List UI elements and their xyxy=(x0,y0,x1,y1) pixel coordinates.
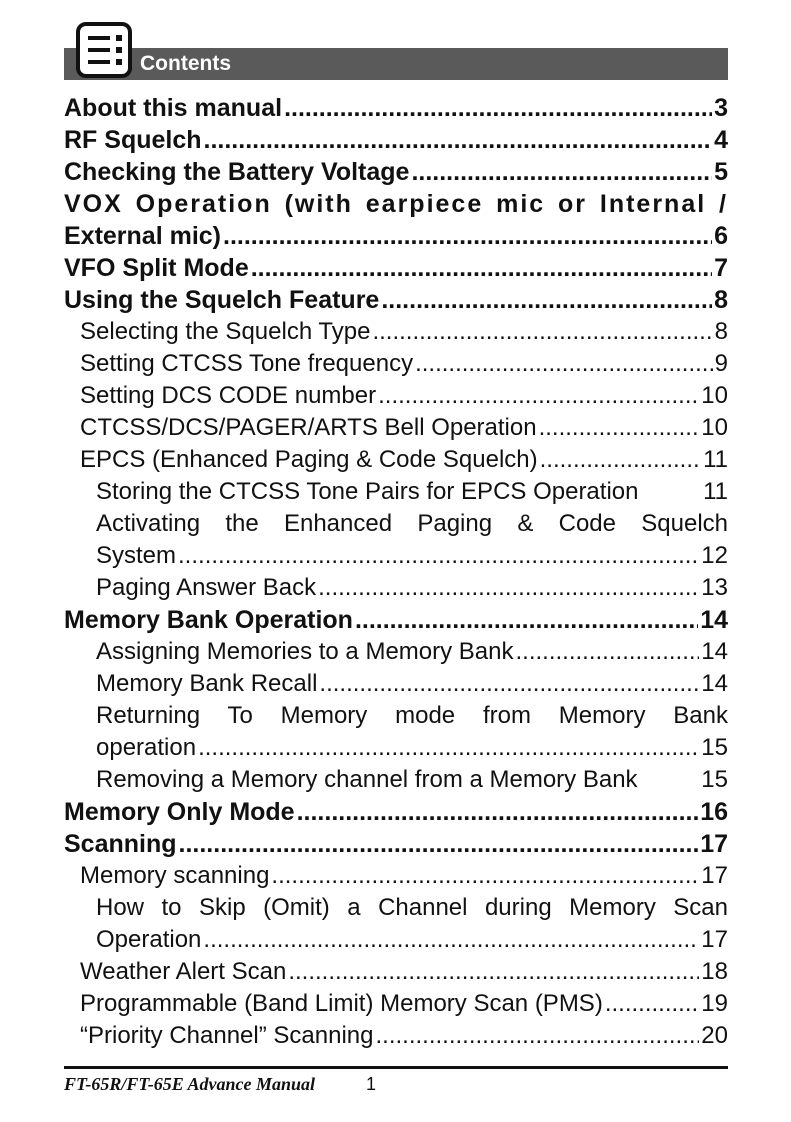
toc-entry-page: 9 xyxy=(714,350,728,377)
toc-entry[interactable] xyxy=(64,828,728,860)
dot-leader xyxy=(411,156,712,188)
dot-leader xyxy=(378,380,699,412)
toc-entry-page: 17 xyxy=(700,830,728,858)
toc-entry[interactable] xyxy=(64,188,728,220)
toc-entry-title: Selecting the Squelch Type xyxy=(80,318,371,345)
toc-entry-title: operation xyxy=(96,734,197,761)
toc-entry-page: 17 xyxy=(701,926,728,953)
toc-entry-title: Memory Only Mode xyxy=(64,798,295,826)
toc-subsubentry[interactable] xyxy=(64,476,728,508)
toc-entry-page: 13 xyxy=(701,574,728,601)
toc-entry-page: 15 xyxy=(701,734,728,761)
page-title: Contents xyxy=(140,52,231,75)
toc-entry-title: Using the Squelch Feature xyxy=(64,286,380,314)
toc-entry-page: 5 xyxy=(714,158,728,186)
dot-leader xyxy=(539,412,700,444)
toc-entry-page: 10 xyxy=(701,414,728,441)
toc-entry-title: Memory Bank Recall xyxy=(96,670,318,697)
dot-leader xyxy=(203,924,699,956)
dot-leader xyxy=(516,636,700,668)
dot-leader xyxy=(204,124,713,156)
toc-entry-title: Assigning Memories to a Memory Bank xyxy=(96,638,514,665)
dot-leader xyxy=(540,444,701,476)
toc-subentry[interactable] xyxy=(64,444,728,476)
toc-entry[interactable] xyxy=(64,796,728,828)
toc-subentry[interactable] xyxy=(64,988,728,1020)
toc-subsubentry-continued[interactable] xyxy=(64,924,728,956)
table-of-contents xyxy=(64,92,728,1052)
toc-entry-title: Storing the CTCSS Tone Pairs for EPCS Operation xyxy=(96,478,639,505)
toc-entry-title: Returning To Memory mode from Memory Bank xyxy=(96,702,728,729)
toc-entry-title: “Priority Channel” Scanning xyxy=(80,1022,374,1049)
toc-entry-page: 10 xyxy=(701,382,728,409)
dot-leader xyxy=(198,732,699,764)
toc-entry-title: Operation xyxy=(96,926,202,953)
toc-subentry[interactable] xyxy=(64,412,728,444)
toc-entry-page: 7 xyxy=(714,254,728,282)
toc-entry-title: Memory Bank Operation xyxy=(64,606,353,634)
contents-list-icon xyxy=(76,22,132,78)
toc-entry-title: Scanning xyxy=(64,830,177,858)
dot-leader xyxy=(372,316,712,348)
footer-manual-title: FT-65R/FT-65E Advance Manual xyxy=(64,1074,316,1094)
toc-entry-title: Setting DCS CODE number xyxy=(80,382,377,409)
toc-entry[interactable] xyxy=(64,124,728,156)
toc-subentry[interactable] xyxy=(64,956,728,988)
dot-leader xyxy=(251,252,712,284)
toc-entry-page: 18 xyxy=(701,958,728,985)
toc-entry-page: 16 xyxy=(700,798,728,826)
dot-leader xyxy=(271,860,699,892)
dot-leader xyxy=(375,1020,699,1052)
toc-subentry[interactable] xyxy=(64,380,728,412)
toc-entry-title: Programmable (Band Limit) Memory Scan (PMS) xyxy=(80,990,603,1017)
toc-entry-page: 17 xyxy=(701,862,728,889)
toc-entry-title: About this manual xyxy=(64,94,283,122)
toc-subentry[interactable] xyxy=(64,860,728,892)
toc-subentry[interactable] xyxy=(64,1020,728,1052)
toc-entry-page: 8 xyxy=(714,318,728,345)
toc-subsubentry[interactable] xyxy=(64,636,728,668)
toc-subsubentry[interactable] xyxy=(64,892,728,924)
dot-leader xyxy=(223,220,712,252)
toc-entry-page: 3 xyxy=(714,94,728,122)
toc-subsubentry[interactable] xyxy=(64,508,728,540)
toc-entry-title: Paging Answer Back xyxy=(96,574,317,601)
toc-entry-title: VFO Split Mode xyxy=(64,254,249,282)
toc-entry-page: 4 xyxy=(714,126,728,154)
toc-entry-title: Activating the Enhanced Paging & Code Squelch xyxy=(96,510,728,537)
toc-entry-title: Checking the Battery Voltage xyxy=(64,158,410,186)
footer-page-number: 1 xyxy=(366,1074,377,1094)
toc-subentry[interactable] xyxy=(64,316,728,348)
toc-subsubentry-continued[interactable] xyxy=(64,540,728,572)
toc-subsubentry[interactable] xyxy=(64,572,728,604)
toc-entry-title: Weather Alert Scan xyxy=(80,958,287,985)
toc-entry-page: 14 xyxy=(701,638,728,665)
toc-entry-title: How to Skip (Omit) a Channel during Memory Scan xyxy=(96,894,728,921)
footer-rule xyxy=(64,1066,728,1069)
toc-entry[interactable] xyxy=(64,156,728,188)
dot-leader xyxy=(288,956,699,988)
toc-subsubentry[interactable] xyxy=(64,668,728,700)
dot-leader xyxy=(319,668,699,700)
toc-entry-page: 8 xyxy=(714,286,728,314)
toc-entry-page: 6 xyxy=(714,222,728,250)
toc-subsubentry[interactable] xyxy=(64,764,728,796)
dot-leader xyxy=(415,348,713,380)
contents-header xyxy=(64,22,728,80)
toc-entry-page: 11 xyxy=(703,478,728,505)
toc-subentry[interactable] xyxy=(64,348,728,380)
toc-entry-title: EPCS (Enhanced Paging & Code Squelch) xyxy=(80,446,538,473)
toc-entry-title: Setting CTCSS Tone frequency xyxy=(80,350,414,377)
toc-entry[interactable] xyxy=(64,252,728,284)
toc-entry-page: 11 xyxy=(703,446,728,473)
toc-entry-title: CTCSS/DCS/PAGER/ARTS Bell Operation xyxy=(80,414,537,441)
toc-entry-page: 12 xyxy=(701,542,728,569)
toc-entry-page: 19 xyxy=(701,990,728,1017)
toc-entry-page: 14 xyxy=(700,606,728,634)
toc-entry[interactable] xyxy=(64,604,728,636)
dot-leader xyxy=(381,284,712,316)
toc-entry-page: 20 xyxy=(701,1022,728,1049)
dot-leader xyxy=(297,796,699,828)
toc-entry[interactable] xyxy=(64,92,728,124)
toc-entry-title: RF Squelch xyxy=(64,126,202,154)
toc-entry-title: Memory scanning xyxy=(80,862,270,889)
dot-leader xyxy=(284,92,712,124)
toc-entry-page: 14 xyxy=(701,670,728,697)
dot-leader xyxy=(355,604,698,636)
toc-entry-continued[interactable] xyxy=(64,220,728,252)
toc-entry[interactable] xyxy=(64,284,728,316)
dot-leader xyxy=(318,572,699,604)
dot-leader xyxy=(178,540,699,572)
toc-subsubentry-continued[interactable] xyxy=(64,732,728,764)
dot-leader xyxy=(179,828,699,860)
dot-leader xyxy=(605,988,699,1020)
toc-entry-title: Removing a Memory channel from a Memory Bank xyxy=(96,766,638,793)
toc-entry-title: External mic) xyxy=(64,222,222,250)
toc-entry-title: VOX Operation (with earpiece mic or Internal / xyxy=(64,190,728,218)
toc-entry-page: 15 xyxy=(701,766,728,793)
toc-subsubentry[interactable] xyxy=(64,700,728,732)
toc-entry-title: System xyxy=(96,542,177,569)
